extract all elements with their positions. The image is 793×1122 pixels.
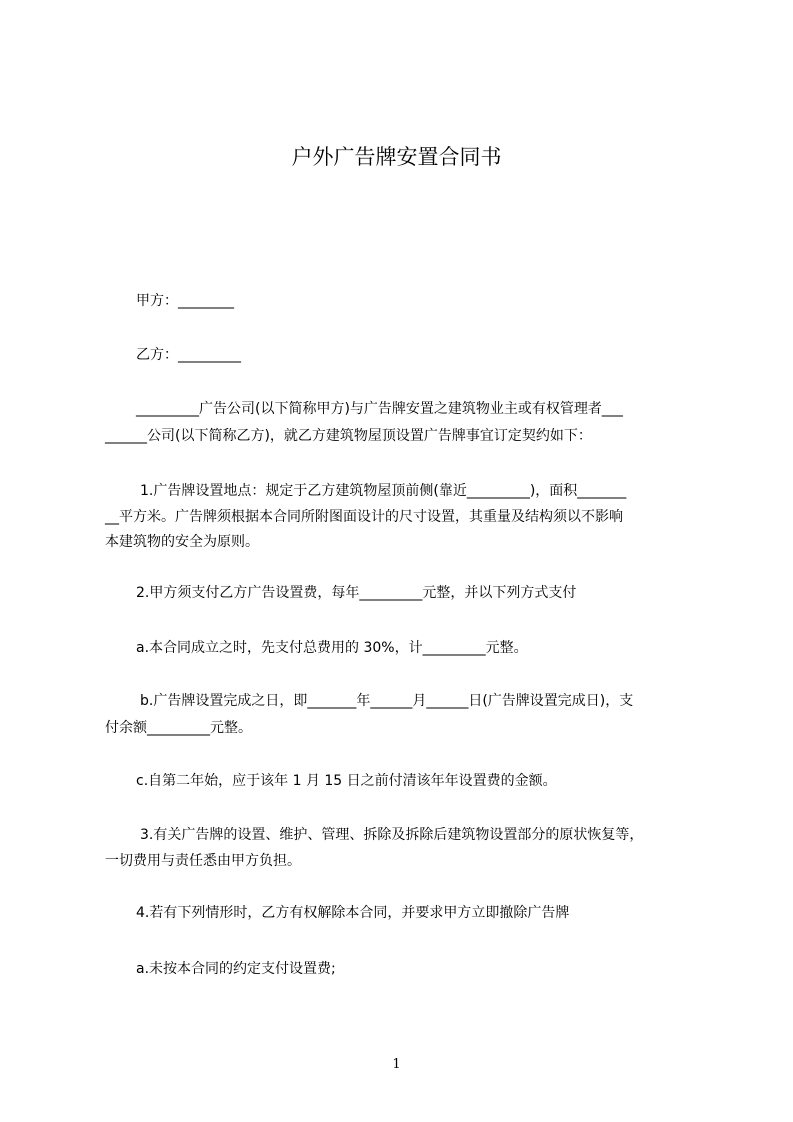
- clause-4a-line: a.未按本合同的约定支付设置费;: [136, 961, 336, 977]
- clause-2b-line-2: 付余额_________元整。: [105, 720, 252, 736]
- clause-1-line-1: 1.广告牌设置地点：规定于乙方建筑物屋顶前侧(靠近_________)，面积_______: [140, 483, 627, 499]
- clause-1-line-2: __平方米。广告牌须根据本合同所附图面设计的尺寸设置，其重量及结构须以不影响: [105, 509, 623, 525]
- clause-1-line-3: 本建筑物的安全为原则。: [105, 534, 259, 550]
- clause-2a-line: a.本合同成立之时，先支付总费用的 30%，计_________元整。: [136, 640, 528, 656]
- page-number: 1: [392, 1057, 401, 1072]
- clause-2b-line-1: b.广告牌设置完成之日，即_______年______月______日(广告牌设置完成日)，支: [140, 693, 634, 709]
- intro-paragraph-line-1: _________广告公司(以下简称甲方)与广告牌安置之建筑物业主或有权管理者___: [136, 401, 623, 417]
- clause-3-line-1: 3.有关广告牌的设置、维护、管理、拆除及拆除后建筑物设置部分的原状恢复等，: [140, 827, 644, 843]
- clause-3-line-2: 一切费用与责任悉由甲方负担。: [105, 853, 301, 869]
- clause-2-line: 2.甲方须支付乙方广告设置费，每年_________元整，并以下列方式支付: [136, 585, 577, 601]
- intro-paragraph-line-2: ______公司(以下简称乙方)，就乙方建筑物屋顶设置广告牌事宜订定契约如下：: [105, 428, 592, 444]
- party-b-line: 乙方：_________: [136, 347, 241, 363]
- clause-2c-line: c.自第二年始，应于该年 1 月 15 日之前付清该年年设置费的金额。: [136, 773, 557, 789]
- document-title: 户外广告牌安置合同书: [291, 145, 502, 169]
- clause-4-line: 4.若有下列情形时，乙方有权解除本合同，并要求甲方立即撤除广告牌: [136, 905, 570, 921]
- party-a-line: 甲方：________: [136, 293, 234, 309]
